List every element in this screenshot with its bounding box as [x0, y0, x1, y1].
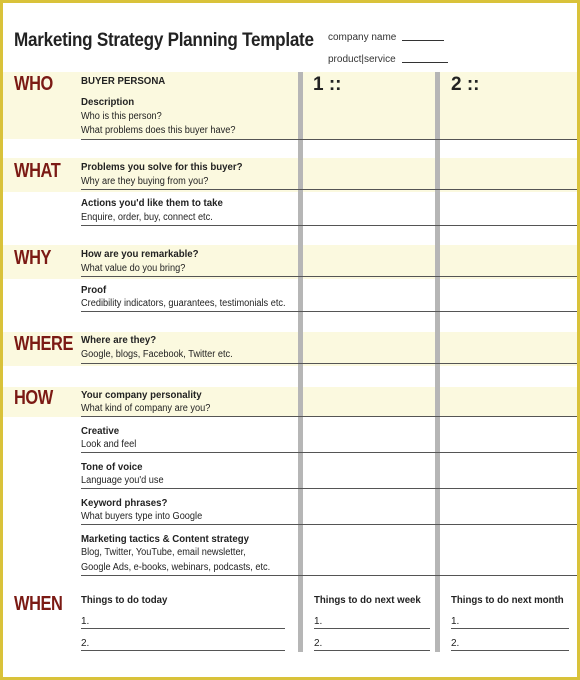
- row-actions: Actions you'd like them to take: [81, 197, 223, 209]
- divider-where: [81, 363, 577, 364]
- row-problems-sub: Why are they buying from you?: [81, 176, 209, 187]
- row-tone-sub: Language you'd use: [81, 475, 164, 486]
- column-2-heading: 2 ::: [451, 74, 480, 95]
- divider-problems: [81, 189, 577, 190]
- when-today-item-2[interactable]: 2.: [81, 638, 90, 649]
- row-creative: Creative: [81, 425, 120, 437]
- row-where-sub: Google, blogs, Facebook, Twitter etc.: [81, 349, 233, 360]
- when-today-line-2: [81, 650, 285, 651]
- when-next-week-heading: Things to do next week: [314, 594, 421, 606]
- divider-proof: [81, 311, 577, 312]
- when-week-line-2: [314, 650, 430, 651]
- row-buyer-persona: BUYER PERSONA: [81, 75, 166, 87]
- row-keywords-sub: What buyers type into Google: [81, 511, 203, 522]
- row-description-sub-2: What problems does this buyer have?: [81, 125, 236, 136]
- column-1-heading: 1 ::: [313, 74, 342, 95]
- product-service-label: product|service: [328, 54, 396, 65]
- row-where: Where are they?: [81, 334, 157, 346]
- column-separator-1: [298, 72, 303, 652]
- row-tactics-sub-1: Blog, Twitter, YouTube, email newsletter,: [81, 547, 246, 558]
- product-service-line: [402, 62, 448, 63]
- row-proof-sub: Credibility indicators, guarantees, testimonials etc.: [81, 298, 286, 309]
- row-description-sub-1: Who is this person?: [81, 111, 162, 122]
- when-today-line-1: [81, 628, 285, 629]
- column-separator-2: [435, 72, 440, 652]
- row-remarkable: How are you remarkable?: [81, 248, 199, 260]
- row-personality: Your company personality: [81, 389, 202, 401]
- section-why: WHY: [14, 247, 52, 269]
- page-title: Marketing Strategy Planning Template: [14, 30, 314, 51]
- section-what: WHAT: [14, 160, 61, 182]
- company-name-field[interactable]: [328, 32, 444, 43]
- when-week-line-1: [314, 628, 430, 629]
- when-today-item-1[interactable]: 1.: [81, 616, 90, 627]
- divider-keywords: [81, 524, 577, 525]
- section-who: WHO: [14, 73, 53, 95]
- row-tactics: Marketing tactics & Content strategy: [81, 533, 250, 545]
- when-month-item-1[interactable]: 1.: [451, 616, 460, 627]
- when-month-line-1: [451, 628, 569, 629]
- row-description: Description: [81, 96, 135, 108]
- divider-personality: [81, 416, 577, 417]
- row-tone: Tone of voice: [81, 461, 143, 473]
- when-week-item-2[interactable]: 2.: [314, 638, 323, 649]
- when-month-line-2: [451, 650, 569, 651]
- when-month-item-2[interactable]: 2.: [451, 638, 460, 649]
- divider-who: [81, 139, 577, 140]
- divider-creative: [81, 452, 577, 453]
- divider-remarkable: [81, 276, 577, 277]
- row-proof: Proof: [81, 284, 107, 296]
- when-today-heading: Things to do today: [81, 594, 168, 606]
- section-when: WHEN: [14, 593, 63, 615]
- row-personality-sub: What kind of company are you?: [81, 403, 211, 414]
- divider-tactics: [81, 575, 577, 576]
- section-where: WHERE: [14, 333, 74, 355]
- company-name-label: company name: [328, 32, 397, 43]
- divider-actions: [81, 225, 577, 226]
- row-problems: Problems you solve for this buyer?: [81, 161, 243, 173]
- company-name-line: [402, 40, 444, 41]
- divider-tone: [81, 488, 577, 489]
- product-service-field[interactable]: [328, 54, 448, 65]
- row-creative-sub: Look and feel: [81, 439, 137, 450]
- when-next-month-heading: Things to do next month: [451, 594, 564, 606]
- row-actions-sub: Enquire, order, buy, connect etc.: [81, 212, 213, 223]
- when-week-item-1[interactable]: 1.: [314, 616, 323, 627]
- row-remarkable-sub: What value do you bring?: [81, 263, 186, 274]
- row-keywords: Keyword phrases?: [81, 497, 168, 509]
- section-how: HOW: [14, 387, 53, 409]
- row-tactics-sub-2: Google Ads, e-books, webinars, podcasts, etc.: [81, 562, 271, 573]
